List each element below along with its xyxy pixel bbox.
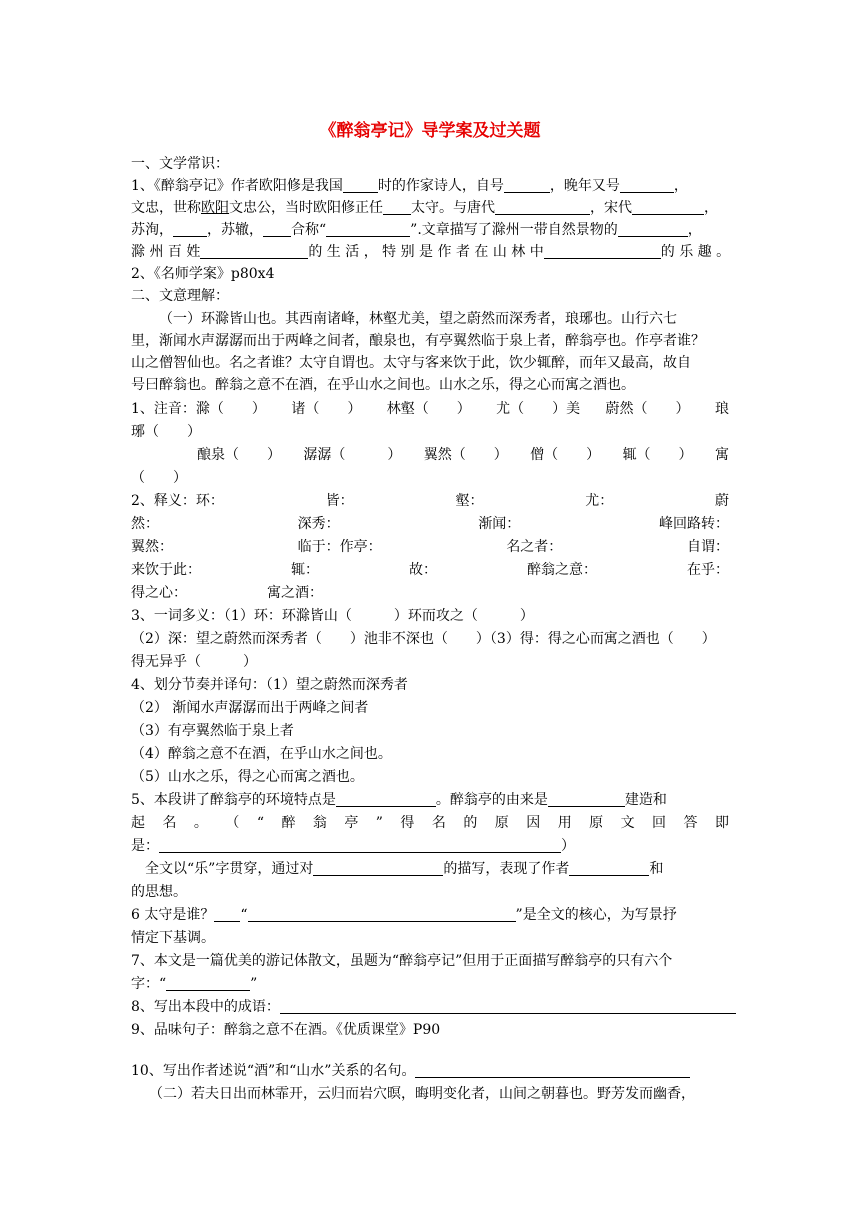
huafen-line-2: （2） 渐闻水声潺潺而出于两峰之间者 <box>131 700 369 716</box>
blank[interactable] <box>166 976 250 991</box>
huafen-line-3: （3）有亭翼然临于泉上者 <box>131 723 294 739</box>
zhuyin-row-2: 酿泉（ ） 潺潺（ ） 翼然（ ） 僧（ ） 辄（ ） 寓 <box>197 447 729 463</box>
blank[interactable] <box>620 178 674 193</box>
passage-1-line-3: 山之僧智仙也。名之者谁？太守自谓也。太守与客来饮于此，饮少辄醉，而年又最高，故自 <box>131 355 691 371</box>
blank[interactable] <box>313 861 443 876</box>
blank[interactable] <box>336 792 436 807</box>
blank[interactable] <box>544 244 661 259</box>
q7-line-1: 7、本文是一篇优美的游记体散文，虽题为“醉翁亭记”但用于正面描写醉翁亭的只有六个 <box>131 953 673 969</box>
q9-line: 9、品味句子：醉翁之意不在酒。《优质课堂》P90 <box>131 1022 441 1038</box>
blank[interactable] <box>200 244 308 259</box>
qw-line-1: 全文以“乐”字贯穿，通过对 的描写，表现了作者 和 <box>145 861 664 877</box>
q1-line-1: 1、《醉翁亭记》作者欧阳修是我国 时的作家诗人，自号 ，晚年又号 ， <box>131 178 688 194</box>
q1-line-4: 滁 州 百 姓 的 生 活 ， 特 别 是 作 者 在 山 林 中 的 乐 趣 。 <box>131 244 731 260</box>
blank[interactable] <box>214 907 240 922</box>
blank[interactable] <box>263 222 291 237</box>
blank[interactable] <box>383 200 411 215</box>
yici-line-3: 得无异乎（ ） <box>131 654 257 670</box>
blank[interactable] <box>173 222 207 237</box>
passage-1-line-4: 号曰醉翁也。醉翁之意不在酒，在乎山水之间也。山水之乐，得之心而寓之酒也。 <box>131 377 635 393</box>
q8-line: 8、写出本段中的成语： <box>131 998 736 1017</box>
zhuyin-row-1: 1、注音：滁（ ） 诸（ ） 林壑（ ） 尤（ ）美 蔚然（ ） 琅 <box>131 401 729 417</box>
q5-line-2: 起 名 。 （ “ 醉 翁 亭 ” 得 名 的 原 因 用 原 文 回 答 即 <box>131 815 729 831</box>
q1-line-3: 苏洵， ，苏辙， 合称“ ”.文章描写了滁州一带自然景物的 ， <box>131 222 702 238</box>
huafen-line-1: 4、划分节奏并译句：（1）望之蔚然而深秀者 <box>131 677 408 693</box>
blank[interactable] <box>548 792 625 807</box>
blank[interactable] <box>504 178 550 193</box>
blank[interactable] <box>495 200 590 215</box>
shiyi-row-4: 来饮于此： 辄： 故： 醉翁之意： 在乎： <box>131 562 729 578</box>
document-title: 《醉翁亭记》导学案及过关题 <box>319 121 541 141</box>
blank[interactable] <box>343 178 378 193</box>
q1-line-2: 文忠，世称欧阳文忠公，当时欧阳修正任 太守。与唐代 ，宋代 ， <box>131 200 718 216</box>
blank[interactable] <box>248 907 516 922</box>
blank[interactable] <box>569 861 649 876</box>
answer-line[interactable] <box>159 838 561 853</box>
qw-line-2: 的思想。 <box>131 884 187 900</box>
q6-line-2: 情定下基调。 <box>131 930 215 946</box>
q7-line-2: 字：“ ” <box>131 976 258 992</box>
answer-line[interactable] <box>415 1063 690 1078</box>
q5-line-3: 是： ） <box>131 838 575 854</box>
huafen-line-4: （4）醉翁之意不在酒，在乎山水之间也。 <box>131 746 392 762</box>
yici-line-2: （2）深：望之蔚然而深秀者（ ）池非不深也（ ）（3）得：得之心而寓之酒也（ ） <box>131 631 716 647</box>
answer-line[interactable] <box>280 999 736 1014</box>
passage-1-line-1: （一）环滁皆山也。其西南诸峰，林壑尤美，望之蔚然而深秀者，琅琊也。山行六七 <box>159 311 677 327</box>
zhuyin-row-1-cont: 琊（ ） <box>131 424 201 440</box>
passage-1-line-2: 里，渐闻水声潺潺而出于两峰之间者，酿泉也，有亭翼然临于泉上者，醉翁亭也。作亭者谁？ <box>131 333 705 349</box>
shiyi-row-5: 得之心： 寓之酒： <box>131 585 323 601</box>
q10-line: 10、写出作者述说“酒”和“山水”关系的名句。 <box>131 1062 690 1081</box>
shiyi-row-1: 2、释义：环： 皆： 壑： 尤： 蔚 <box>131 493 729 509</box>
yici-line-1: 3、一词多义：（1）环：环滁皆山（ ）环而攻之（ ） <box>131 608 534 624</box>
blank[interactable] <box>618 222 688 237</box>
section-2-heading: 二、文意理解： <box>131 288 229 304</box>
zhuyin-row-2-cont: （ ） <box>131 470 187 486</box>
section-1-heading: 一、文学常识： <box>131 156 229 172</box>
shiyi-row-3: 翼然： 临于：作亭： 名之者： 自谓： <box>131 539 729 555</box>
shiyi-row-2: 然： 深秀： 渐闻： 峰回路转： <box>131 516 729 532</box>
q6-line-1: 6 太守是谁？ “ ”是全文的核心，为写景抒 <box>131 907 677 923</box>
blank[interactable] <box>326 222 410 237</box>
q2-text: 2、《名师学案》p80x4 <box>131 266 275 282</box>
q5-line-1: 5、本段讲了醉翁亭的环境特点是 。醉翁亭的由来是 建造和 <box>131 792 667 808</box>
blank[interactable] <box>632 200 704 215</box>
passage-2-line-1: （二）若夫日出而林霏开，云归而岩穴暝，晦明变化者，山间之朝暮也。野芳发而幽香， <box>149 1086 695 1102</box>
huafen-line-5: （5）山水之乐，得之心而寓之酒也。 <box>131 769 364 785</box>
